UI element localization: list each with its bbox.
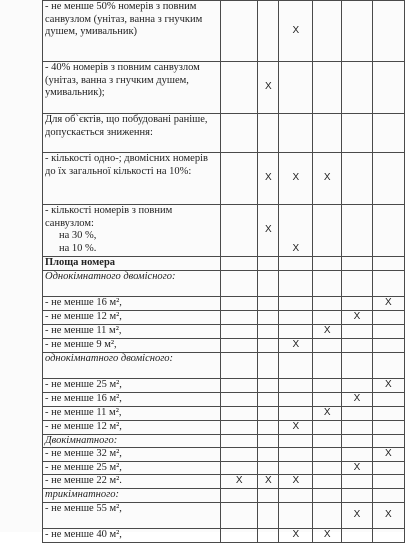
x-mark: X	[323, 407, 331, 418]
requirement-text-cell	[43, 461, 221, 475]
category-mark-cell	[313, 205, 342, 257]
category-mark-cell	[313, 434, 342, 448]
requirement-text-cell	[43, 434, 221, 448]
category-mark-cell	[372, 352, 404, 378]
category-mark-cell	[372, 502, 404, 528]
category-mark-cell	[313, 1, 342, 62]
category-mark-cell	[279, 420, 313, 434]
category-mark-cell	[220, 62, 257, 114]
x-mark: X	[385, 297, 392, 308]
table-row	[43, 296, 405, 310]
category-mark-cell	[372, 1, 404, 62]
requirement-text-cell	[43, 153, 221, 205]
x-mark: X	[385, 379, 392, 390]
requirement-text: - не менше 11 м²,	[45, 324, 122, 336]
x-mark: X	[353, 393, 361, 404]
x-mark: X	[292, 421, 300, 432]
category-mark-cell	[220, 352, 257, 378]
category-mark-cell	[220, 378, 257, 392]
x-mark: X	[292, 528, 300, 540]
category-mark-cell	[313, 114, 342, 153]
category-mark-cell	[313, 62, 342, 114]
category-mark-cell	[220, 153, 257, 205]
table-row	[43, 338, 405, 352]
requirement-text-cell	[43, 257, 221, 271]
category-mark-cell	[258, 378, 279, 392]
category-mark-cell	[342, 448, 373, 462]
category-mark-cell	[342, 406, 373, 420]
category-mark-cell	[372, 310, 404, 324]
category-mark-cell	[313, 528, 342, 542]
requirement-text: трикімнатного:	[45, 488, 119, 500]
category-mark-cell	[372, 448, 404, 462]
category-mark-cell	[258, 270, 279, 296]
category-mark-cell	[313, 488, 342, 502]
category-mark-cell	[313, 270, 342, 296]
requirement-text: - не менше 22 м².	[45, 475, 122, 487]
category-mark-cell	[258, 502, 279, 528]
category-mark-cell	[372, 296, 404, 310]
table-row	[43, 502, 405, 528]
category-mark-cell	[258, 1, 279, 62]
requirement-text: однокімнатного двомісного:	[45, 352, 174, 364]
category-mark-cell	[342, 324, 373, 338]
category-mark-cell	[220, 420, 257, 434]
category-mark-cell	[313, 392, 342, 406]
category-mark-cell	[258, 475, 279, 489]
table-row	[43, 434, 405, 448]
table-row	[43, 406, 405, 420]
requirement-text-cell	[43, 114, 221, 153]
category-mark-cell	[342, 461, 373, 475]
x-mark: X	[235, 475, 243, 487]
requirement-text: - кількості одно-; двомісних номерів до їх загальної кількості на 10%:	[45, 153, 208, 177]
requirement-text-cell	[43, 62, 221, 114]
requirements-table	[42, 0, 405, 543]
table-row	[43, 310, 405, 324]
x-mark: X	[323, 528, 331, 540]
category-mark-cell	[279, 488, 313, 502]
category-mark-cell	[258, 338, 279, 352]
category-mark-cell	[372, 528, 404, 542]
requirement-text: - не менше 9 м²,	[45, 338, 117, 350]
x-mark: X	[292, 24, 300, 36]
category-mark-cell	[279, 296, 313, 310]
requirement-text-cell	[43, 338, 221, 352]
category-mark-cell	[372, 114, 404, 153]
requirement-sub-line: на 30 %,	[59, 230, 97, 242]
category-mark-cell	[220, 488, 257, 502]
category-mark-cell	[279, 475, 313, 489]
category-mark-cell	[279, 114, 313, 153]
x-mark: X	[292, 475, 300, 487]
category-mark-cell	[342, 296, 373, 310]
requirement-text-cell	[43, 406, 221, 420]
requirement-text-cell	[43, 270, 221, 296]
category-mark-cell	[220, 502, 257, 528]
category-mark-cell	[342, 153, 373, 205]
table-row	[43, 448, 405, 462]
category-mark-cell	[372, 488, 404, 502]
x-mark: X	[265, 81, 272, 93]
x-mark: X	[323, 172, 331, 184]
requirement-text-cell	[43, 296, 221, 310]
x-mark: X	[265, 475, 272, 487]
category-mark-cell	[279, 392, 313, 406]
category-mark-cell	[313, 257, 342, 271]
requirement-text-cell	[43, 528, 221, 542]
requirement-text-cell	[43, 378, 221, 392]
category-mark-cell	[342, 475, 373, 489]
category-mark-cell	[220, 270, 257, 296]
requirement-text-cell	[43, 205, 221, 257]
category-mark-cell	[279, 62, 313, 114]
category-mark-cell	[220, 114, 257, 153]
category-mark-cell	[258, 114, 279, 153]
category-mark-cell	[279, 270, 313, 296]
category-mark-cell	[258, 310, 279, 324]
category-mark-cell	[258, 324, 279, 338]
category-mark-cell	[258, 420, 279, 434]
category-mark-cell	[342, 257, 373, 271]
table-row	[43, 1, 405, 62]
category-mark-cell	[372, 62, 404, 114]
category-mark-cell	[279, 406, 313, 420]
requirement-text-cell	[43, 488, 221, 502]
category-mark-cell	[342, 62, 373, 114]
table-row	[43, 475, 405, 489]
x-mark: X	[292, 339, 300, 350]
requirement-text: - не менше 32 м²,	[45, 448, 122, 460]
requirement-text-cell	[43, 352, 221, 378]
category-mark-cell	[313, 378, 342, 392]
requirement-text: - не менше 12 м²,	[45, 310, 122, 322]
category-mark-cell	[342, 420, 373, 434]
category-mark-cell	[279, 205, 313, 257]
requirement-text-cell	[43, 502, 221, 528]
category-mark-cell	[279, 434, 313, 448]
category-mark-cell	[372, 475, 404, 489]
category-mark-cell	[220, 1, 257, 62]
x-mark: X	[385, 508, 392, 520]
category-mark-cell	[258, 461, 279, 475]
requirement-text: - кількості номерів з повним санвузлом:	[45, 205, 173, 229]
x-mark: X	[292, 172, 300, 184]
requirement-text-cell	[43, 420, 221, 434]
category-mark-cell	[313, 461, 342, 475]
category-mark-cell	[342, 434, 373, 448]
category-mark-cell	[220, 461, 257, 475]
category-mark-cell	[342, 528, 373, 542]
category-mark-cell	[342, 488, 373, 502]
x-mark: X	[265, 172, 272, 184]
category-mark-cell	[258, 528, 279, 542]
category-mark-cell	[313, 296, 342, 310]
category-mark-cell	[220, 392, 257, 406]
category-mark-cell	[220, 205, 257, 257]
table-row	[43, 352, 405, 378]
category-mark-cell	[313, 448, 342, 462]
category-mark-cell	[279, 378, 313, 392]
table-row	[43, 528, 405, 542]
category-mark-cell	[342, 1, 373, 62]
category-mark-cell	[372, 434, 404, 448]
category-mark-cell	[279, 352, 313, 378]
x-mark: X	[353, 311, 361, 322]
category-mark-cell	[220, 310, 257, 324]
requirement-text: - не менше 12 м²,	[45, 420, 122, 432]
table-row	[43, 378, 405, 392]
requirement-text: Двокімнатного:	[45, 434, 118, 446]
category-mark-cell	[279, 528, 313, 542]
category-mark-cell	[220, 434, 257, 448]
requirement-text: - 40% номерів з повним санвузлом (унітаз, ванна з гнучким душем, умивальник);	[45, 62, 200, 99]
category-mark-cell	[372, 461, 404, 475]
category-mark-cell	[313, 153, 342, 205]
requirement-text: - не менше 11 м²,	[45, 406, 122, 418]
requirement-text: Для об`єктів, що побудовані раніше, допускається зниження:	[45, 114, 208, 138]
requirement-sub-line: на 10 %.	[59, 242, 97, 254]
category-mark-cell	[220, 257, 257, 271]
x-mark: X	[353, 461, 361, 473]
requirement-text-cell	[43, 310, 221, 324]
category-mark-cell	[372, 392, 404, 406]
table-row	[43, 392, 405, 406]
category-mark-cell	[372, 153, 404, 205]
table-row	[43, 324, 405, 338]
category-mark-cell	[258, 448, 279, 462]
category-mark-cell	[342, 310, 373, 324]
category-mark-cell	[279, 1, 313, 62]
category-mark-cell	[279, 338, 313, 352]
requirement-text: - не менше 16 м²,	[45, 296, 122, 308]
category-mark-cell	[220, 406, 257, 420]
category-mark-cell	[279, 448, 313, 462]
category-mark-cell	[342, 392, 373, 406]
requirement-text-cell	[43, 324, 221, 338]
category-mark-cell	[220, 528, 257, 542]
requirement-text-cell	[43, 448, 221, 462]
category-mark-cell	[258, 406, 279, 420]
category-mark-cell	[258, 257, 279, 271]
category-mark-cell	[313, 420, 342, 434]
category-mark-cell	[258, 434, 279, 448]
requirement-text: - не менше 16 м²,	[45, 392, 122, 404]
category-mark-cell	[342, 352, 373, 378]
category-mark-cell	[258, 296, 279, 310]
category-mark-cell	[258, 488, 279, 502]
table-row	[43, 420, 405, 434]
category-mark-cell	[220, 448, 257, 462]
requirement-text-cell	[43, 1, 221, 62]
x-mark: X	[292, 243, 300, 255]
category-mark-cell	[372, 406, 404, 420]
category-mark-cell	[279, 502, 313, 528]
category-mark-cell	[220, 324, 257, 338]
category-mark-cell	[258, 153, 279, 205]
category-mark-cell	[279, 310, 313, 324]
category-mark-cell	[372, 420, 404, 434]
category-mark-cell	[342, 338, 373, 352]
x-mark: X	[385, 448, 392, 460]
category-mark-cell	[313, 502, 342, 528]
category-mark-cell	[220, 475, 257, 489]
requirement-text: Площа номера	[45, 257, 116, 268]
requirement-text: - не менше 25 м²,	[45, 461, 122, 473]
category-mark-cell	[372, 205, 404, 257]
requirement-text: - не менше 25 м²,	[45, 378, 122, 390]
category-mark-cell	[313, 338, 342, 352]
requirement-text-cell	[43, 392, 221, 406]
category-mark-cell	[313, 475, 342, 489]
category-mark-cell	[279, 461, 313, 475]
table-row	[43, 461, 405, 475]
requirement-text: - не менше 40 м²,	[45, 528, 122, 540]
category-mark-cell	[372, 378, 404, 392]
category-mark-cell	[279, 324, 313, 338]
requirement-text-cell	[43, 475, 221, 489]
x-mark: X	[323, 325, 331, 336]
category-mark-cell	[279, 257, 313, 271]
requirement-text: - не менше 55 м²,	[45, 502, 122, 514]
category-mark-cell	[342, 378, 373, 392]
category-mark-cell	[279, 153, 313, 205]
table-row	[43, 153, 405, 205]
category-mark-cell	[220, 296, 257, 310]
category-mark-cell	[258, 205, 279, 257]
category-mark-cell	[258, 62, 279, 114]
category-mark-cell	[372, 270, 404, 296]
category-mark-cell	[372, 338, 404, 352]
table-row	[43, 114, 405, 153]
category-mark-cell	[342, 270, 373, 296]
table-row	[43, 257, 405, 271]
table-row	[43, 488, 405, 502]
category-mark-cell	[342, 205, 373, 257]
category-mark-cell	[258, 392, 279, 406]
category-mark-cell	[342, 502, 373, 528]
category-mark-cell	[342, 114, 373, 153]
table-row	[43, 270, 405, 296]
category-mark-cell	[372, 324, 404, 338]
category-mark-cell	[313, 406, 342, 420]
requirement-text: - не менше 50% номерів з повним санвузлом (унітаз, ванна з гнучким душем, умивальник)	[45, 1, 203, 38]
category-mark-cell	[313, 324, 342, 338]
table-row	[43, 62, 405, 114]
category-mark-cell	[313, 352, 342, 378]
x-mark: X	[265, 224, 272, 236]
x-mark: X	[353, 508, 361, 520]
category-mark-cell	[258, 352, 279, 378]
category-mark-cell	[313, 310, 342, 324]
table-row	[43, 205, 405, 257]
category-mark-cell	[372, 257, 404, 271]
category-mark-cell	[220, 338, 257, 352]
requirement-text: Однокімнатного двомісного:	[45, 270, 176, 282]
